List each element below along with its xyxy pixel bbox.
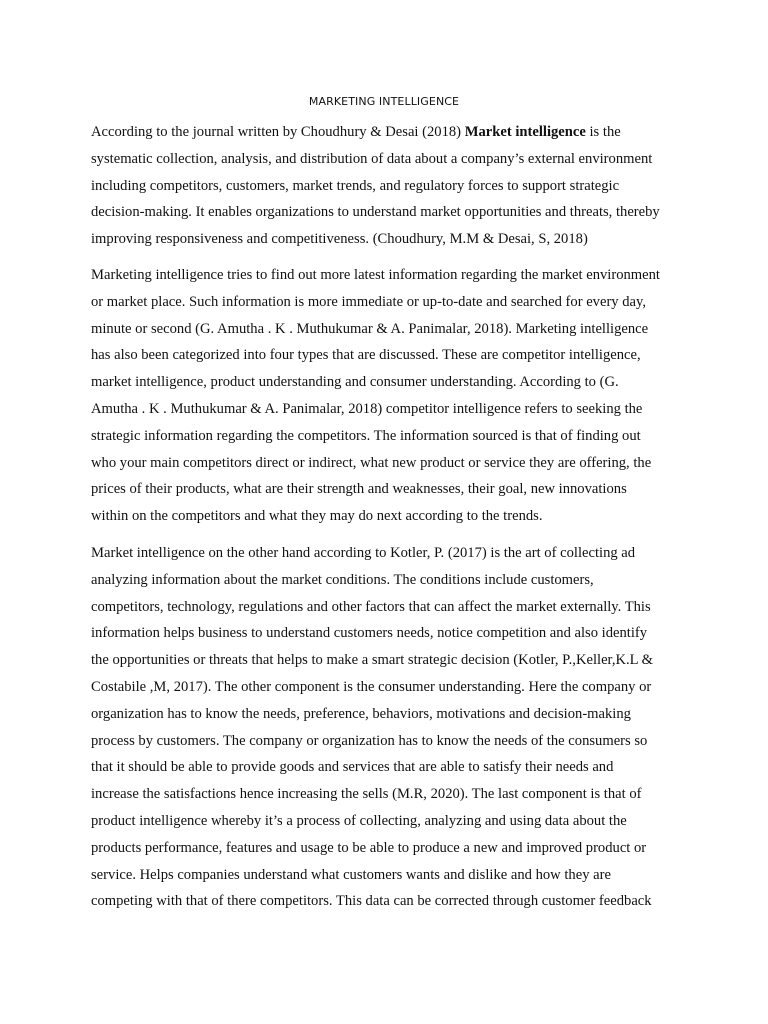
paragraph-line: competitors, technology, regulations and other factors that can affect the market externally. This — [91, 598, 651, 615]
paragraph-line: analyzing information about the market conditions. The conditions include customers, — [91, 571, 594, 588]
paragraph-3 — [91, 540, 691, 915]
paragraph-line: improving responsiveness and competitiveness. (Choudhury, M.M & Desai, S, 2018) — [91, 231, 588, 248]
paragraph-line: minute or second (G. Amutha . K . Muthukumar & A. Panimalar, 2018). Marketing intelligence — [91, 320, 649, 337]
paragraph-line: prices of their products, what are their strength and weaknesses, their goal, new innovations — [91, 481, 627, 498]
bold-term: Market intelligence — [464, 124, 586, 140]
paragraph-line: decision-making. It enables organizations to understand market opportunities and threats, thereby — [91, 204, 660, 221]
paragraph-line: market intelligence, product understanding and consumer understanding. According to (G. — [91, 374, 619, 391]
paragraph-line: Marketing intelligence tries to find out more latest information regarding the market environment — [91, 267, 660, 283]
paragraph-line: products performance, features and usage to be able to produce a new and improved product or — [91, 839, 647, 856]
paragraph-1 — [91, 119, 691, 253]
paragraph-line: Amutha . K . Muthukumar & A. Panimalar, 2018) competitor intelligence refers to seeking the — [91, 400, 643, 417]
paragraph-line: information helps business to understand customers needs, notice competition and also identify — [91, 625, 648, 642]
paragraph-line: service. Helps companies understand what customers wants and dislike and how they are — [91, 866, 611, 883]
document-title: MARKETING INTELLIGENCE — [308, 95, 460, 108]
paragraph-line: systematic collection, analysis, and distribution of data about a company’s external environment — [91, 150, 653, 167]
paragraph-line: that it should be able to provide goods and services that are able to satisfy their needs and — [91, 759, 614, 776]
paragraph-line: including competitors, customers, market trends, and regulatory forces to support strategic — [91, 177, 620, 194]
paragraph-line: within on the competitors and what they may do next according to the trends. — [91, 508, 543, 525]
paragraph-line: who your main competitors direct or indirect, what new product or service they are offering, the — [91, 454, 652, 471]
paragraph-line: organization has to know the needs, preference, behaviors, motivations and decision-making — [91, 705, 631, 722]
paragraph-line: Market intelligence on the other hand according to Kotler, P. (2017) is the art of collecting ad — [91, 545, 636, 561]
paragraph-line: product intelligence whereby it’s a process of collecting, analyzing and using data about the — [91, 812, 627, 829]
paragraph-line: According to the journal written by Choudhury & Desai (2018) Market intelligence is the — [91, 124, 621, 140]
paragraph-line: strategic information regarding the competitors. The information sourced is that of finding out — [91, 427, 641, 444]
paragraph-line: has also been categorized into four types that are discussed. These are competitor intelligence, — [91, 347, 641, 364]
paragraph-line: process by customers. The company or organization has to know the needs of the consumers so — [91, 732, 648, 749]
paragraph-line: or market place. Such information is more immediate or up-to-date and searched for every day, — [91, 293, 647, 310]
paragraph-line: Costabile ,M, 2017). The other component is the consumer understanding. Here the company or — [91, 678, 652, 695]
paragraph-line: competing with that of there competitors. This data can be corrected through customer feedback — [91, 893, 652, 910]
paragraph-line: increase the satisfactions hence increasing the sells (M.R, 2020). The last component is that of — [91, 786, 642, 803]
paragraph-2 — [91, 262, 691, 530]
paragraph-line: the opportunities or threats that helps to make a smart strategic decision (Kotler, P.,Keller,K.L & — [91, 652, 654, 669]
